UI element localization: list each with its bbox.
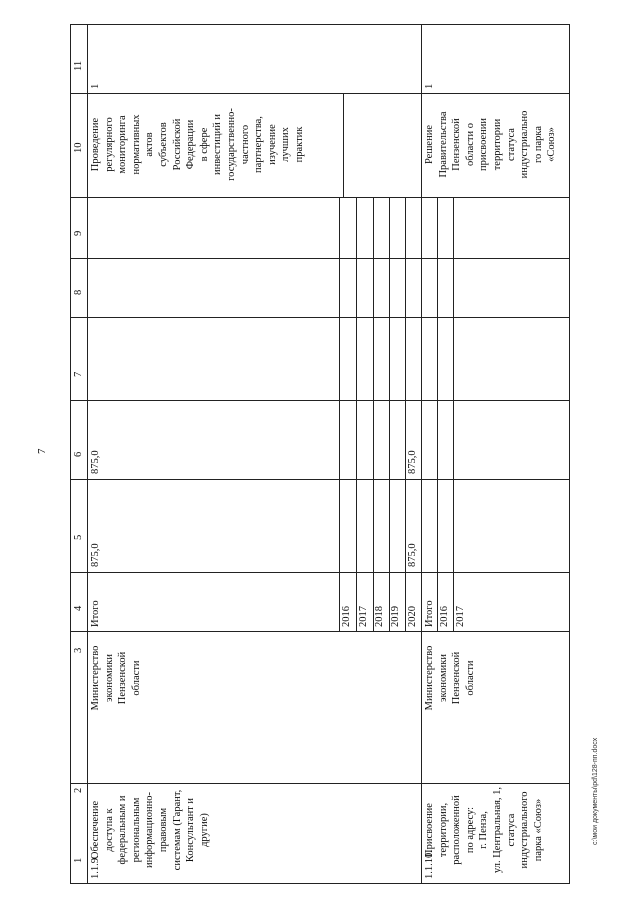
col-header-2: 2 xyxy=(73,787,84,793)
row-result: Решение Правительства Пензенской области о присвоении территории статуса индустриально го парка «Союз» xyxy=(424,110,558,179)
col-header-3: 3 xyxy=(73,647,84,653)
grid-line xyxy=(71,572,569,573)
row-result: Проведение регулярного мониторинга нормативных актов субъектов Российской Федерации в сфере инвестиций и государственно- частного партнерства, изучение лучших практик xyxy=(90,108,305,181)
grid-line xyxy=(339,197,340,631)
grid-line xyxy=(71,479,569,480)
row-col6-total: 875,0 xyxy=(90,450,101,474)
page-number: 7 xyxy=(36,448,48,454)
col-header-6: 6 xyxy=(73,451,84,457)
grid-line xyxy=(453,197,454,631)
grid-line xyxy=(71,631,569,632)
row-year: 2016 xyxy=(341,606,352,627)
col-header-10: 10 xyxy=(73,142,84,153)
row-executor: Министерство экономики Пензенской области xyxy=(90,645,142,711)
row-col6-2020: 875,0 xyxy=(407,450,418,474)
grid-line xyxy=(71,400,569,401)
row-year: 2016 xyxy=(439,606,450,627)
row-years-total: Итого xyxy=(90,600,101,627)
row-year: 2017 xyxy=(455,606,466,627)
grid-line xyxy=(87,25,88,883)
grid-line xyxy=(421,25,422,883)
row-description: Обеспечение доступа к федеральным и региональным информационно- правовым системам (Гарант, Консультант и другие) xyxy=(90,789,210,871)
col-header-9: 9 xyxy=(73,230,84,236)
row-year: 2017 xyxy=(358,606,369,627)
row-executor: Министерство экономики Пензенской области xyxy=(424,645,476,711)
col-header-5: 5 xyxy=(73,534,84,540)
grid-line xyxy=(373,197,374,631)
row-col5-total: 875,0 xyxy=(90,543,101,567)
col-header-8: 8 xyxy=(73,289,84,295)
grid-line xyxy=(71,783,569,784)
col-header-11: 11 xyxy=(73,60,84,71)
col-header-1: 1 xyxy=(73,857,84,863)
grid-line xyxy=(343,93,344,197)
grid-line xyxy=(71,317,569,318)
grid-line xyxy=(437,197,438,631)
row-year: 2019 xyxy=(390,606,401,627)
footer-file-path: c:\мои документы\pd\128-пп.docx xyxy=(592,737,599,845)
row-col11: 1 xyxy=(424,83,435,89)
row-year: 2020 xyxy=(407,606,418,627)
row-col11: 1 xyxy=(90,83,101,89)
col-header-4: 4 xyxy=(73,605,84,611)
grid-line xyxy=(356,197,357,631)
row-description: Присвоение территории, расположенной по адресу: г. Пенза, ул. Центральная, 1, статуса индустриального парка «Союз» xyxy=(424,786,544,874)
row-year: 2018 xyxy=(374,606,385,627)
row-number: 1.1.10. xyxy=(424,850,435,879)
grid-line xyxy=(71,197,569,198)
grid-line xyxy=(389,197,390,631)
col-header-7: 7 xyxy=(73,371,84,377)
rotated-table xyxy=(70,24,570,884)
row-years-total: Итого xyxy=(424,600,435,627)
row-number: 1.1.9. xyxy=(90,855,101,879)
row-col5-2020: 875,0 xyxy=(407,543,418,567)
grid-line xyxy=(71,258,569,259)
